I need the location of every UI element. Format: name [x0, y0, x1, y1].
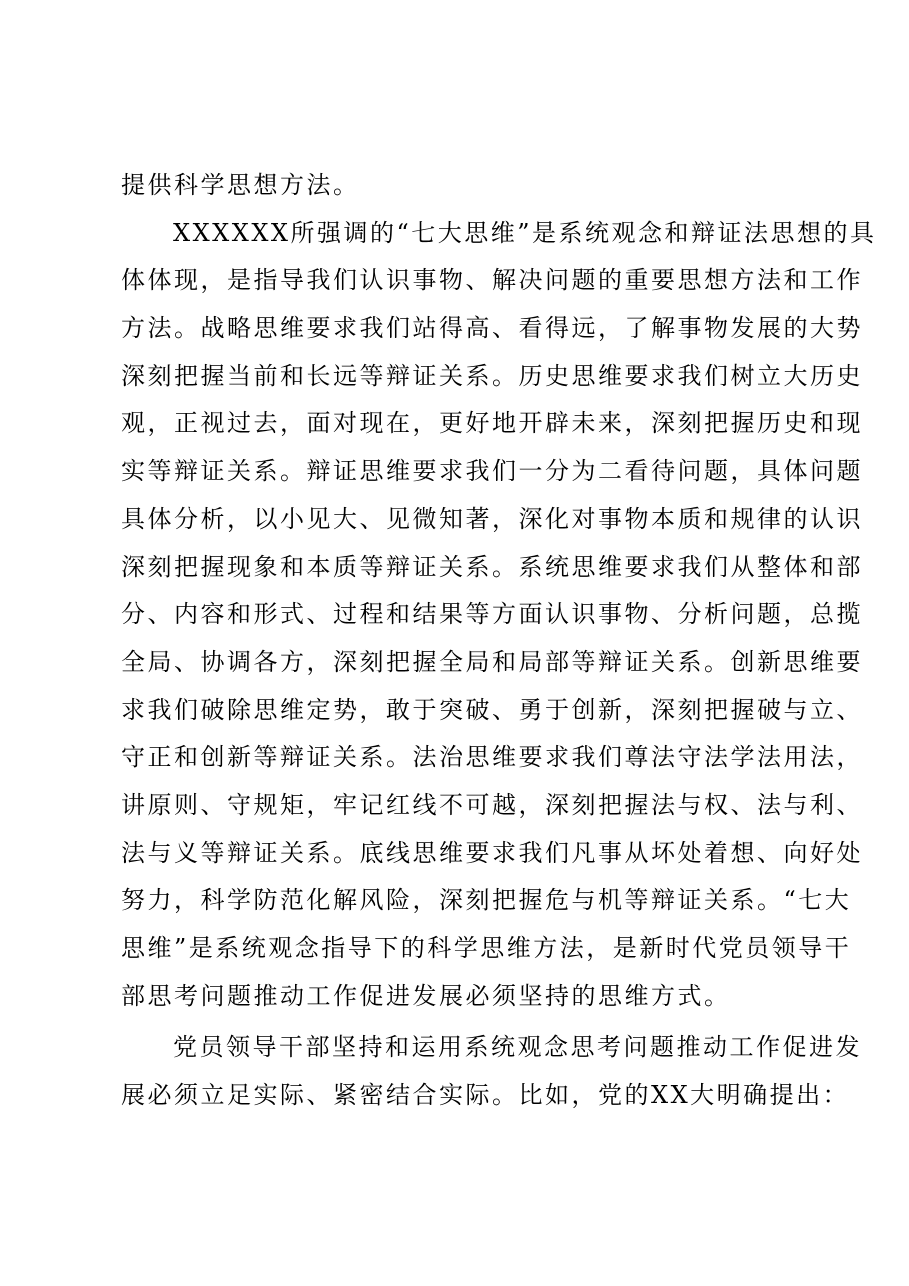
paragraph-2-line-3: 方法。战略思维要求我们站得高、看得远，了解事物发展的大势: [121, 314, 863, 343]
paragraph-2-line-1: XXXXXX所强调的“七大思维”是系统观念和辩证法思想的具: [173, 218, 877, 247]
paragraph-2-line-5: 观，正视过去，面对现在，更好地开辟未来，深刻把握历史和现: [121, 409, 863, 438]
paragraph-2-line-13: 讲原则、守规矩，牢记红线不可越，深刻把握法与权、法与利、: [121, 790, 863, 819]
paragraph-1-line-1: 提供科学思想方法。: [121, 171, 360, 199]
paragraph-2-line-17: 部思考问题推动工作促进发展必须坚持的思维方式。: [121, 981, 731, 1010]
paragraph-2-line-6: 实等辩证关系。辩证思维要求我们一分为二看待问题，具体问题: [121, 457, 863, 486]
paragraph-2-line-4: 深刻把握当前和长远等辩证关系。历史思维要求我们树立大历史: [121, 361, 863, 390]
paragraph-3-line-1: 党员领导干部坚持和运用系统观念思考问题推动工作促进发: [173, 1033, 862, 1062]
document-body: [121, 162, 877, 1120]
paragraph-2-line-11: 求我们破除思维定势，敢于突破、勇于创新，深刻把握破与立、: [121, 695, 863, 724]
paragraph-2-line-16: 思维”是系统观念指导下的科学思维方法，是新时代党员领导干: [121, 934, 852, 962]
paragraph-2-line-7: 具体分析，以小见大、见微知著，深化对事物本质和规律的认识: [121, 504, 863, 533]
paragraph-2-line-14: 法与义等辩证关系。底线思维要求我们凡事从坏处着想、向好处: [121, 838, 863, 867]
paragraph-2-line-10: 全局、协调各方，深刻把握全局和局部等辩证关系。创新思维要: [121, 647, 863, 676]
paragraph-2-line-9: 分、内容和形式、过程和结果等方面认识事物、分析问题，总揽: [121, 600, 863, 629]
paragraph-2-line-8: 深刻把握现象和本质等辩证关系。系统思维要求我们从整体和部: [121, 552, 863, 581]
paragraph-3-line-2: 展必须立足实际、紧密结合实际。比如，党的XX大明确提出：: [121, 1081, 850, 1110]
paragraph-2-line-15: 努力，科学防范化解风险，深刻把握危与机等辩证关系。“七大: [121, 886, 852, 915]
paragraph-2-line-2: 体体现，是指导我们认识事物、解决问题的重要思想方法和工作: [121, 266, 863, 295]
paragraph-2-line-12: 守正和创新等辩证关系。法治思维要求我们尊法守法学法用法，: [121, 743, 863, 772]
